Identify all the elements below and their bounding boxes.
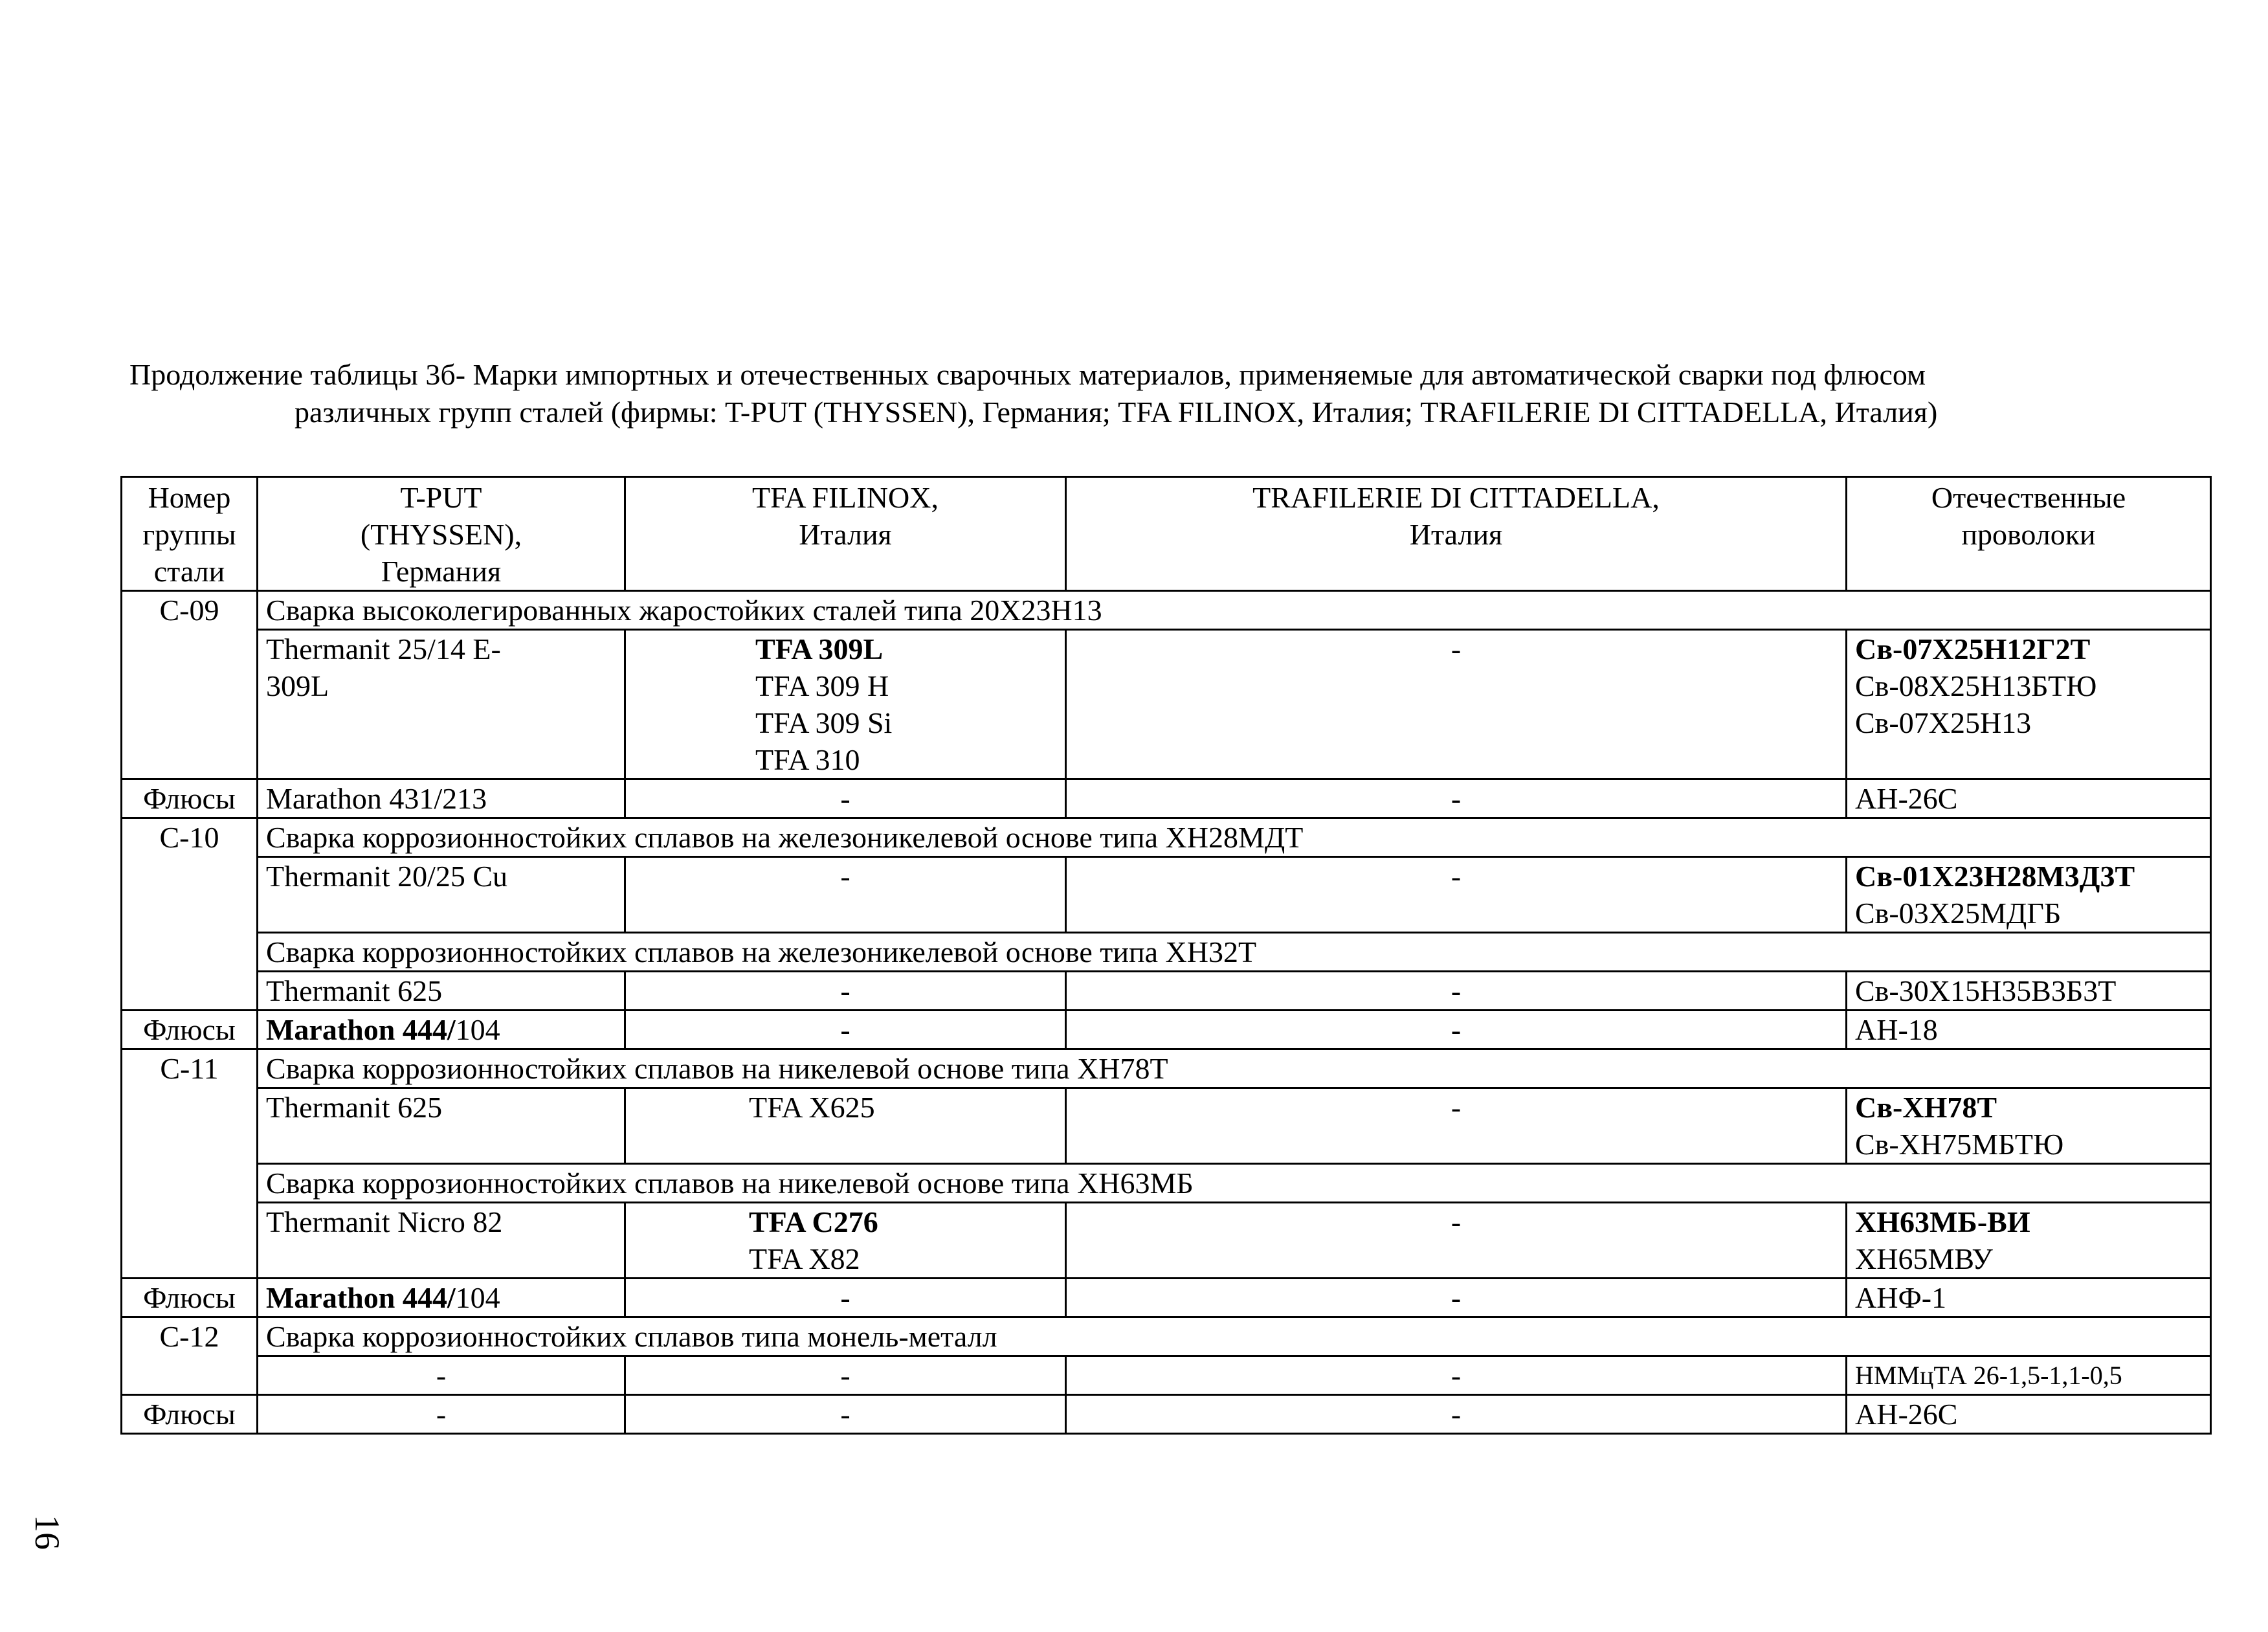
table-row: [122, 1395, 2211, 1434]
table-row: [122, 1088, 2211, 1164]
trafilerie-cell: -: [1066, 1011, 1847, 1049]
tfa-cell: -: [625, 1395, 1066, 1434]
domestic-cell: АН-18: [1847, 1011, 2211, 1049]
section-title: Сварка коррозионностойких сплавов типа монель-металл: [258, 1317, 2211, 1356]
header-group: Номер группы стали: [122, 477, 258, 591]
domestic-cell: АН-26С: [1847, 779, 2211, 818]
domestic-cell: Св-07Х25Н12Г2Т Св-08Х25Н13БТЮ Св-07Х25Н13: [1847, 630, 2211, 779]
tput-cell: Thermanit 625: [258, 972, 625, 1011]
table-row: [122, 1203, 2211, 1279]
tput-cell: Thermanit 625: [258, 1088, 625, 1164]
header-domestic: Отечественные проволоки: [1847, 477, 2211, 591]
section-title: Сварка коррозионностойких сплавов на никелевой основе типа ХН63МБ: [258, 1164, 2211, 1203]
tput-cell: Thermanit Nicro 82: [258, 1203, 625, 1279]
trafilerie-cell: -: [1066, 630, 1847, 779]
table-row: [122, 1356, 2211, 1395]
domestic-cell: ХН63МБ-ВИ ХН65МВУ: [1847, 1203, 2211, 1279]
group-cell: Флюсы: [122, 1279, 258, 1317]
trafilerie-cell: -: [1066, 1395, 1847, 1434]
group-cell: С-11: [122, 1049, 258, 1279]
table-row: [122, 1317, 2211, 1356]
tfa-cell: -: [625, 1279, 1066, 1317]
table-row: [122, 1279, 2211, 1317]
tfa-cell: -: [625, 972, 1066, 1011]
domestic-cell: НММцТА 26-1,5-1,1-0,5: [1847, 1356, 2211, 1395]
trafilerie-cell: -: [1066, 857, 1847, 933]
tput-cell: Marathon 431/213: [258, 779, 625, 818]
welding-materials-table: [120, 476, 2212, 1435]
group-cell: Флюсы: [122, 1011, 258, 1049]
group-cell: Флюсы: [122, 1395, 258, 1434]
trafilerie-cell: -: [1066, 972, 1847, 1011]
table-header-row: [122, 477, 2211, 591]
trafilerie-cell: -: [1066, 1203, 1847, 1279]
header-tput: T-PUT (THYSSEN), Германия: [258, 477, 625, 591]
tput-cell: Marathon 444/104: [258, 1279, 625, 1317]
table-row: [122, 591, 2211, 630]
tput-cell: Marathon 444/104: [258, 1011, 625, 1049]
tfa-cell: -: [625, 1011, 1066, 1049]
table-row: [122, 857, 2211, 933]
domestic-cell: Св-30Х15Н35В3Б3Т: [1847, 972, 2211, 1011]
trafilerie-cell: -: [1066, 1088, 1847, 1164]
group-cell: С-12: [122, 1317, 258, 1395]
tput-cell: -: [258, 1395, 625, 1434]
table-row: [122, 818, 2211, 857]
table-row: [122, 1011, 2211, 1049]
group-cell: Флюсы: [122, 779, 258, 818]
trafilerie-cell: -: [1066, 779, 1847, 818]
domestic-cell: Св-01Х23Н28М3Д3Т Св-03Х25МДГБ: [1847, 857, 2211, 933]
table-row: [122, 779, 2211, 818]
trafilerie-cell: -: [1066, 1356, 1847, 1395]
tfa-cell: TFA 309L TFA 309 H TFA 309 Si TFA 310: [625, 630, 1066, 779]
tfa-cell: TFA C276 TFA X82: [625, 1203, 1066, 1279]
section-title: Сварка коррозионностойких сплавов на железоникелевой основе типа ХН28МДТ: [258, 818, 2211, 857]
caption-line-2: различных групп сталей (фирмы: T-PUT (THYSSEN), Германия; TFA FILINOX, Италия; TRAFILERIE DI CITTADELLA, Италия): [295, 396, 1938, 429]
tput-cell: Thermanit 20/25 Cu: [258, 857, 625, 933]
tfa-cell: -: [625, 857, 1066, 933]
tfa-cell: -: [625, 779, 1066, 818]
header-trafilerie: TRAFILERIE DI CITTADELLA, Италия: [1066, 477, 1847, 591]
caption-line-1: Продолжение таблицы 3б- Марки импортных и отечественных сварочных материалов, применяемые для автоматической сварки под флюсом: [129, 358, 1926, 391]
domestic-cell: АН-26С: [1847, 1395, 2211, 1434]
table-row: [122, 1164, 2211, 1203]
tfa-cell: TFA X625: [625, 1088, 1066, 1164]
group-cell: С-09: [122, 591, 258, 779]
section-title: Сварка высоколегированных жаростойких сталей типа 20Х23Н13: [258, 591, 2211, 630]
table-row: [122, 1049, 2211, 1088]
page-number: 16: [28, 1515, 67, 1550]
tput-cell: Thermanit 25/14 E- 309L: [258, 630, 625, 779]
domestic-cell: АНФ-1: [1847, 1279, 2211, 1317]
section-title: Сварка коррозионностойких сплавов на железоникелевой основе типа ХН32Т: [258, 933, 2211, 972]
table-row: [122, 630, 2211, 779]
header-tfa: TFA FILINOX, Италия: [625, 477, 1066, 591]
trafilerie-cell: -: [1066, 1279, 1847, 1317]
table-caption: [129, 356, 2155, 431]
table-row: [122, 933, 2211, 972]
section-title: Сварка коррозионностойких сплавов на никелевой основе типа ХН78Т: [258, 1049, 2211, 1088]
group-cell: С-10: [122, 818, 258, 1011]
tput-cell: -: [258, 1356, 625, 1395]
domestic-cell: Св-ХН78Т Св-ХН75МБТЮ: [1847, 1088, 2211, 1164]
tfa-cell: -: [625, 1356, 1066, 1395]
table-row: [122, 972, 2211, 1011]
